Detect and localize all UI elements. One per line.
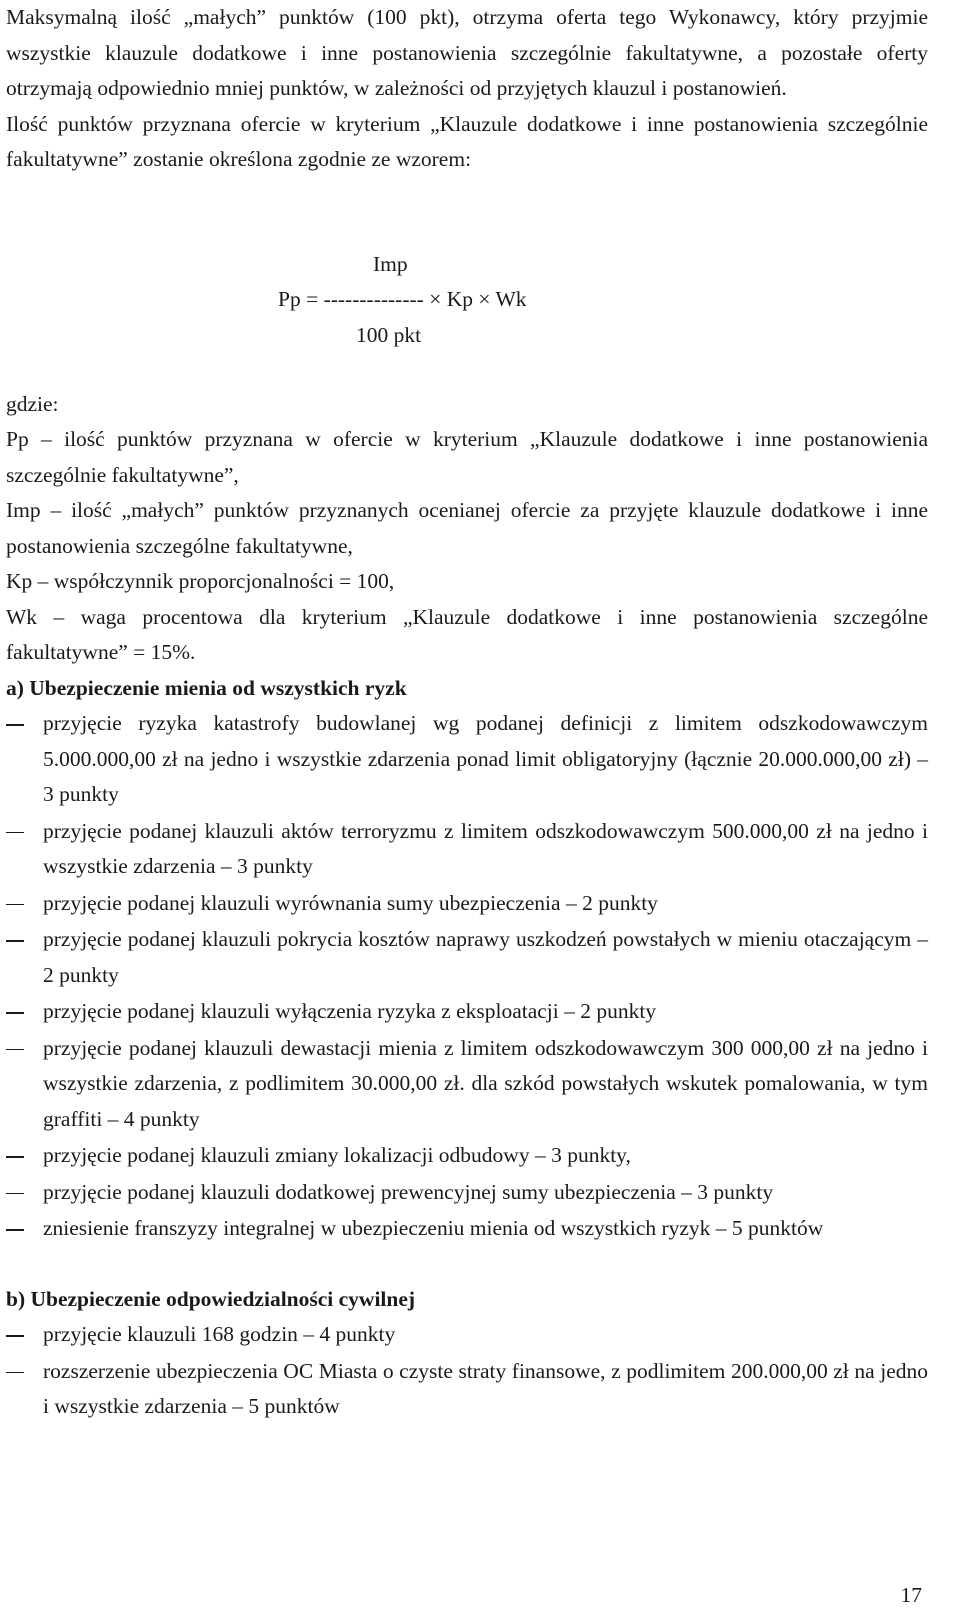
list-item: przyjęcie podanej klauzuli dodatkowej prewencyjnej sumy ubezpieczenia – 3 punkty bbox=[43, 1179, 774, 1204]
list-item: rozszerzenie ubezpieczenia OC Miasta o czyste straty finansowe, z podlimitem 200.000,00 zł na jedno i wszystkie zdarzenia – 5 punktów bbox=[43, 1358, 928, 1418]
list-item: przyjęcie ryzyka katastrofy budowlanej wg podanej definicji z limitem odszkodowawczym 5.000.000,00 zł na jedno i wszystkie zdarzenia ponad limit obligatoryjny (łącznie 20.000.000,00 zł) – 3 punkty bbox=[43, 711, 928, 806]
definition-pp: Pp – ilość punktów przyznana w ofercie w kryterium „Klauzule dodatkowe i inne postanowienia szczególnie fakultatywne”, bbox=[6, 427, 928, 487]
formula-denominator: 100 pkt bbox=[356, 322, 422, 347]
section-b-list bbox=[6, 1317, 928, 1425]
page-number: 17 bbox=[900, 1583, 922, 1607]
definition-kp: Kp – współczynnik proporcjonalności = 100, bbox=[6, 569, 395, 593]
formula-numerator: Imp bbox=[373, 251, 408, 276]
definition-imp: Imp – ilość „małych” punktów przyznanych ocenianej ofercie za przyjęte klauzule dodatkowe i inne postanowienia szczególne fakultatywne, bbox=[6, 498, 928, 558]
definition-wk: Wk – waga procentowa dla kryterium „Klauzule dodatkowe i inne postanowienia szczególne fakultatywne” = 15%. bbox=[6, 604, 928, 664]
section-b-heading: b) Ubezpieczenie odpowiedzialności cywilnej bbox=[6, 1286, 416, 1311]
section-a-heading: a) Ubezpieczenie mienia od wszystkich ryzk bbox=[6, 675, 407, 700]
intro-paragraph-1: Maksymalną ilość „małych” punktów (100 pkt), otrzyma oferta tego Wykonawcy, który przyjmie wszystkie klauzule dodatkowe i inne postanowienia szczególnie fakultatywne, a pozostałe oferty otrzymają odpowiednio mniej punktów, w zależności od przyjętych klauzul i postanowień. bbox=[6, 5, 928, 100]
formula-main-line: Pp = -------------- × Kp × Wk bbox=[278, 286, 527, 311]
definitions-label: gdzie: bbox=[6, 391, 59, 416]
formula bbox=[6, 247, 928, 354]
list-item: zniesienie franszyzy integralnej w ubezpieczeniu mienia od wszystkich ryzyk – 5 punktów bbox=[43, 1216, 824, 1240]
list-item: przyjęcie podanej klauzuli wyłączenia ryzyka z eksploatacji – 2 punkty bbox=[43, 999, 657, 1023]
list-item: przyjęcie podanej klauzuli wyrównania sumy ubezpieczenia – 2 punkty bbox=[43, 890, 658, 915]
list-item: przyjęcie podanej klauzuli aktów terroryzmu z limitem odszkodowawczym 500.000,00 zł na jedno i wszystkie zdarzenia – 3 punkty bbox=[43, 818, 928, 878]
list-item: przyjęcie podanej klauzuli pokrycia kosztów naprawy uszkodzeń powstałych w mieniu otaczającym – 2 punkty bbox=[43, 927, 928, 987]
section-a-list bbox=[6, 706, 928, 1247]
page-content bbox=[6, 0, 928, 1426]
list-item: przyjęcie podanej klauzuli zmiany lokalizacji odbudowy – 3 punkty, bbox=[43, 1143, 631, 1167]
list-item: przyjęcie podanej klauzuli dewastacji mienia z limitem odszkodowawczym 300 000,00 zł na jedno i wszystkie zdarzenia, z podlimitem 30.000,00 zł. dla szkód powstałych wskutek pomalowania, w tym graffiti – 4 punkty bbox=[43, 1035, 928, 1131]
list-item: przyjęcie klauzuli 168 godzin – 4 punkty bbox=[43, 1322, 396, 1346]
intro-paragraph-2: Ilość punktów przyznana ofercie w kryterium „Klauzule dodatkowe i inne postanowienia szczególnie fakultatywne” zostanie określona zgodnie ze wzorem: bbox=[6, 111, 928, 171]
